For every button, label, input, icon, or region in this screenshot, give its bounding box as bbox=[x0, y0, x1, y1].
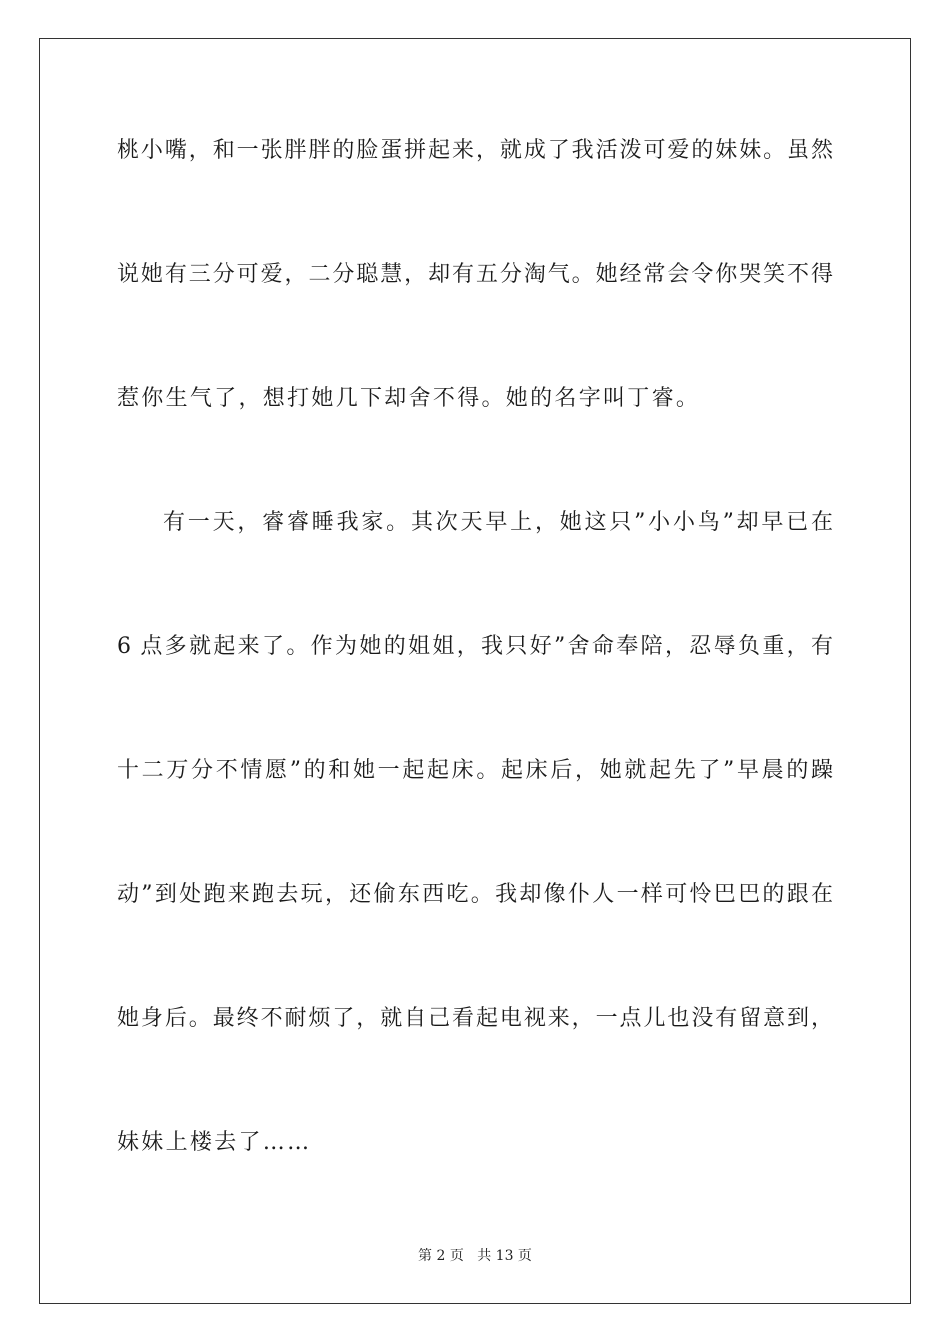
paragraph-line: 6 点多就起来了。作为她的姐姐，我只好”舍命奉陪，忍辱负重，有 bbox=[117, 634, 833, 659]
page-number: 第 2 页 bbox=[418, 1248, 464, 1264]
paragraph-line: 惹你生气了，想打她几下却舍不得。她的名字叫丁睿。 bbox=[117, 386, 701, 411]
paragraph-line: 说她有三分可爱，二分聪慧，却有五分淘气。她经常会令你哭笑不得 bbox=[117, 262, 833, 287]
paragraph-line: 妹妹上楼去了…… bbox=[117, 1130, 312, 1155]
paragraph-line: 有一天，睿睿睡我家。其次天早上，她这只”小小鸟”却早已在 bbox=[163, 510, 833, 535]
paragraph-line: 桃小嘴，和一张胖胖的脸蛋拼起来，就成了我活泼可爱的妹妹。虽然 bbox=[117, 138, 833, 163]
page-border bbox=[39, 38, 911, 1304]
page-total: 共 13 页 bbox=[477, 1248, 532, 1264]
page-footer bbox=[0, 1247, 950, 1265]
paragraph-line: 十二万分不情愿”的和她一起起床。起床后，她就起先了”早晨的躁 bbox=[117, 758, 833, 783]
paragraph-line: 动”到处跑来跑去玩，还偷东西吃。我却像仆人一样可怜巴巴的跟在 bbox=[117, 882, 833, 907]
paragraph-line: 她身后。最终不耐烦了，就自己看起电视来，一点儿也没有留意到， bbox=[117, 1006, 833, 1031]
